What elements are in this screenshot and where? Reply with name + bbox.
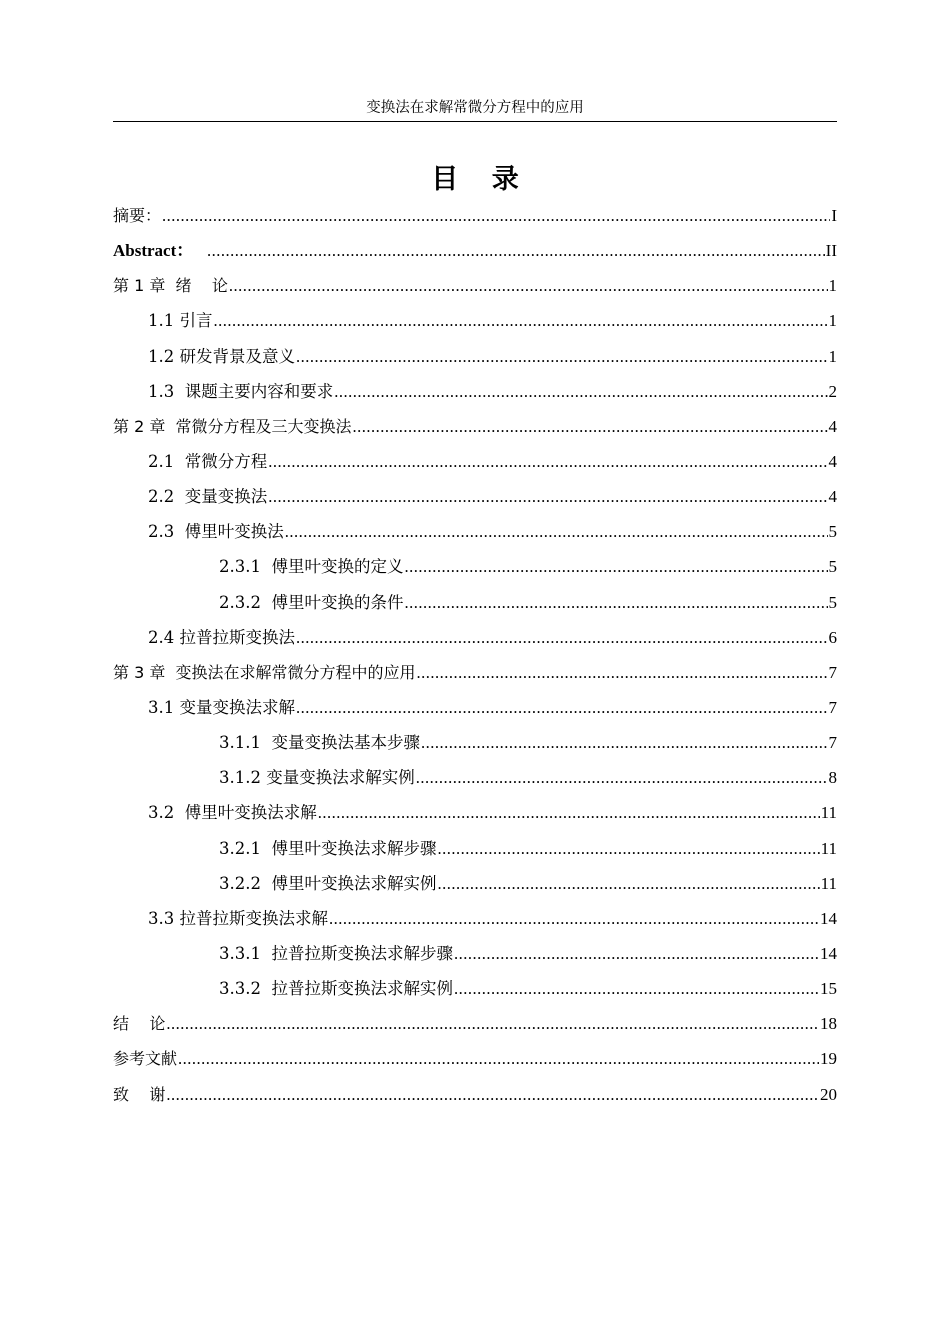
- toc-dot-leader: [207, 233, 825, 268]
- toc-entry-label: 3.3.1 拉普拉斯变换法求解步骤: [219, 943, 453, 963]
- toc-entry[interactable]: [113, 655, 837, 690]
- toc-entry[interactable]: [113, 620, 837, 655]
- toc-dot-leader: [296, 339, 828, 374]
- toc-entry-label: 2.3.2 傅里叶变换的条件: [219, 592, 404, 612]
- toc-dot-leader: [214, 303, 828, 338]
- toc-dot-leader: [296, 690, 828, 725]
- toc-entry-page-number: II: [825, 241, 837, 261]
- toc-entry-page-number: 5: [828, 522, 837, 542]
- toc-dot-leader: [417, 655, 828, 690]
- toc-dot-leader: [296, 620, 828, 655]
- toc-entry-page-number: 4: [828, 487, 837, 507]
- toc-entry-page-number: 7: [828, 697, 837, 717]
- running-header-title: 变换法在求解常微分方程中的应用: [366, 100, 584, 116]
- toc-dot-leader: [404, 549, 827, 584]
- toc-dot-leader: [229, 268, 828, 303]
- toc-entry-label: 3.1.1 变量变换法基本步骤: [219, 733, 420, 753]
- toc-entry-label: 摘要：: [113, 206, 162, 225]
- toc-entry-page-number: I: [831, 206, 837, 225]
- toc-entry-page-number: 2: [828, 381, 837, 401]
- toc-dot-leader: [166, 1077, 819, 1112]
- toc-entry-page-number: 20: [820, 1084, 837, 1104]
- toc-entry-page-number: 6: [828, 627, 837, 647]
- toc-dot-leader: [268, 479, 827, 514]
- toc-entry-page-number: 19: [820, 1049, 837, 1069]
- toc-entry[interactable]: [113, 268, 837, 303]
- toc-entry[interactable]: [113, 760, 837, 795]
- toc-dot-leader: [268, 444, 827, 479]
- toc-entry-label: 3.2.1 傅里叶变换法求解步骤: [219, 838, 437, 858]
- toc-entry-label: 2.1 常微分方程: [148, 451, 268, 471]
- toc-entry[interactable]: [113, 725, 837, 760]
- toc-entry[interactable]: [113, 795, 837, 830]
- toc-entry[interactable]: [113, 936, 837, 971]
- toc-dot-leader: [162, 198, 830, 233]
- toc-entry-page-number: 7: [828, 733, 837, 753]
- toc-entry-page-number: 5: [828, 557, 837, 577]
- toc-entry[interactable]: [113, 339, 837, 374]
- toc-entry-label: 参考文献: [113, 1049, 178, 1069]
- toc-entry[interactable]: [113, 585, 837, 620]
- toc-dot-leader: [454, 971, 819, 1006]
- toc-dot-leader: [404, 585, 827, 620]
- toc-entry[interactable]: [113, 444, 837, 479]
- toc-entry-page-number: 8: [828, 768, 837, 788]
- toc-entry[interactable]: [113, 198, 837, 233]
- toc-dot-leader: [437, 831, 819, 866]
- toc-entry-label: 1.2 研发背景及意义: [148, 346, 295, 366]
- toc-entry-label: 1.1 引言: [148, 311, 213, 331]
- toc-entry[interactable]: [113, 1041, 837, 1076]
- toc-entry-label: 3.1.2 变量变换法求解实例: [219, 768, 415, 788]
- toc-entry[interactable]: [113, 409, 837, 444]
- toc-entry-page-number: 18: [820, 1014, 837, 1034]
- toc-entry-page-number: 1: [828, 346, 837, 366]
- toc-dot-leader: [166, 1006, 819, 1041]
- toc-entry-label: 3.3 拉普拉斯变换法求解: [148, 908, 328, 928]
- toc-entry[interactable]: [113, 901, 837, 936]
- toc-dot-leader: [329, 901, 819, 936]
- toc-entry-label: 2.3 傅里叶变换法: [148, 522, 284, 542]
- toc-dot-leader: [285, 514, 828, 549]
- toc-entry-page-number: 14: [820, 943, 837, 963]
- toc-entry-page-number: 1: [828, 276, 837, 296]
- toc-entry[interactable]: [113, 374, 837, 409]
- toc-entry-page-number: 4: [828, 451, 837, 471]
- toc-entry-page-number: 11: [820, 873, 837, 893]
- toc-dot-leader: [353, 409, 828, 444]
- toc-entry[interactable]: [113, 1006, 837, 1041]
- toc-dot-leader: [454, 936, 819, 971]
- toc-entry-page-number: 11: [820, 803, 837, 823]
- toc-entry-label: 3.3.2 拉普拉斯变换法求解实例: [219, 979, 453, 999]
- toc-entry[interactable]: [113, 514, 837, 549]
- toc-entry[interactable]: [113, 866, 837, 901]
- toc-entry-page-number: 1: [828, 311, 837, 331]
- toc-entry-page-number: 4: [828, 416, 837, 436]
- toc-entry-label: 致 谢: [113, 1084, 166, 1104]
- toc-dot-leader: [437, 866, 819, 901]
- table-of-contents: [113, 198, 837, 1112]
- toc-entry-label: 2.3.1 傅里叶变换的定义: [219, 557, 404, 577]
- toc-entry[interactable]: [113, 831, 837, 866]
- toc-entry-page-number: 14: [820, 908, 837, 928]
- toc-title: 目 录: [431, 164, 531, 195]
- toc-entry-label: 3.1 变量变换法求解: [148, 697, 295, 717]
- toc-entry-page-number: 11: [820, 838, 837, 858]
- toc-entry-label: 第 3 章 变换法在求解常微分方程中的应用: [113, 662, 416, 682]
- toc-entry[interactable]: [113, 233, 837, 268]
- toc-dot-leader: [318, 795, 820, 830]
- toc-entry[interactable]: [113, 971, 837, 1006]
- toc-entry-label: 3.2 傅里叶变换法求解: [148, 803, 317, 823]
- toc-entry-label: 3.2.2 傅里叶变换法求解实例: [219, 873, 437, 893]
- toc-dot-leader: [178, 1041, 819, 1076]
- toc-entry-label: 1.3 课题主要内容和要求: [148, 381, 334, 401]
- toc-entry-page-number: 5: [828, 592, 837, 612]
- toc-entry-label: 第 1 章 绪 论: [113, 276, 228, 296]
- toc-entry-label: 2.4 拉普拉斯变换法: [148, 627, 295, 647]
- toc-entry[interactable]: [113, 303, 837, 338]
- toc-entry-page-number: 7: [828, 662, 837, 682]
- toc-entry-label: 第 2 章 常微分方程及三大变换法: [113, 416, 352, 436]
- toc-entry-label: Abstract：: [113, 241, 207, 261]
- toc-entry-page-number: 15: [820, 979, 837, 999]
- running-header: [113, 99, 837, 122]
- toc-entry[interactable]: [113, 479, 837, 514]
- toc-dot-leader: [421, 725, 828, 760]
- toc-dot-leader: [416, 760, 828, 795]
- toc-entry[interactable]: [113, 549, 837, 584]
- toc-dot-leader: [334, 374, 827, 409]
- toc-entry-label: 结 论: [113, 1014, 166, 1034]
- toc-entry[interactable]: [113, 690, 837, 725]
- toc-entry-label: 2.2 变量变换法: [148, 487, 268, 507]
- toc-entry[interactable]: [113, 1077, 837, 1112]
